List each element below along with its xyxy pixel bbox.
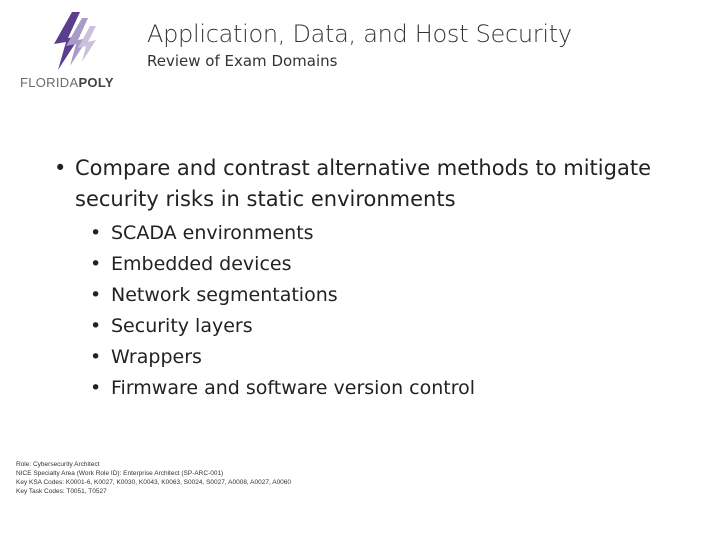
sub-bullet-item	[90, 250, 650, 281]
bullet-icon: •	[90, 253, 102, 275]
sub-bullet-text: Network segmentations	[111, 284, 338, 306]
footer-role: Role: Cybersecurity Architect	[16, 461, 100, 468]
sub-bullet-item	[90, 219, 650, 250]
logo-wordmark	[20, 75, 114, 90]
footer-ksa-codes: Key KSA Codes: K0001-6, K0027, K0030, K0043, K0063, S0024, S0027, A0008, A0027, A0060	[16, 479, 292, 486]
florida-poly-logo	[20, 12, 120, 90]
footer-task-codes: Key Task Codes: T0051, T0527	[16, 488, 107, 495]
bullet-icon: •	[90, 222, 102, 244]
bullet-icon: •	[90, 346, 102, 368]
slide-subtitle: Review of Exam Domains	[147, 52, 338, 70]
footer-specialty-area: NICE Specialty Area (Work Role ID): Enterprise Architect (SP-ARC-001)	[16, 470, 224, 477]
sub-bullet-text: SCADA environments	[111, 222, 314, 244]
bullet-icon: •	[90, 377, 102, 399]
bullet-icon: •	[54, 156, 67, 180]
bullet-icon: •	[90, 315, 102, 337]
sub-bullet-item	[90, 312, 650, 343]
logo-text-bold: POLY	[78, 75, 114, 90]
footer-notes	[16, 460, 291, 496]
sub-bullet-text: Wrappers	[111, 346, 202, 368]
sub-bullet-text: Firmware and software version control	[111, 377, 476, 399]
logo-text-light: FLORIDA	[20, 75, 79, 90]
sub-bullet-text: Security layers	[111, 315, 253, 337]
bullet-icon: •	[90, 284, 102, 306]
lightning-bolt-icon	[50, 12, 100, 70]
sub-bullet-item	[90, 343, 650, 374]
main-bullet-text: Compare and contrast alternative methods to mitigate security risks in static environments	[75, 156, 651, 211]
sub-bullet-list	[90, 219, 650, 405]
sub-bullet-text: Embedded devices	[111, 253, 292, 275]
main-bullet-point	[54, 153, 674, 215]
sub-bullet-item	[90, 374, 650, 405]
slide-title: Application, Data, and Host Security	[147, 20, 572, 48]
sub-bullet-item	[90, 281, 650, 312]
